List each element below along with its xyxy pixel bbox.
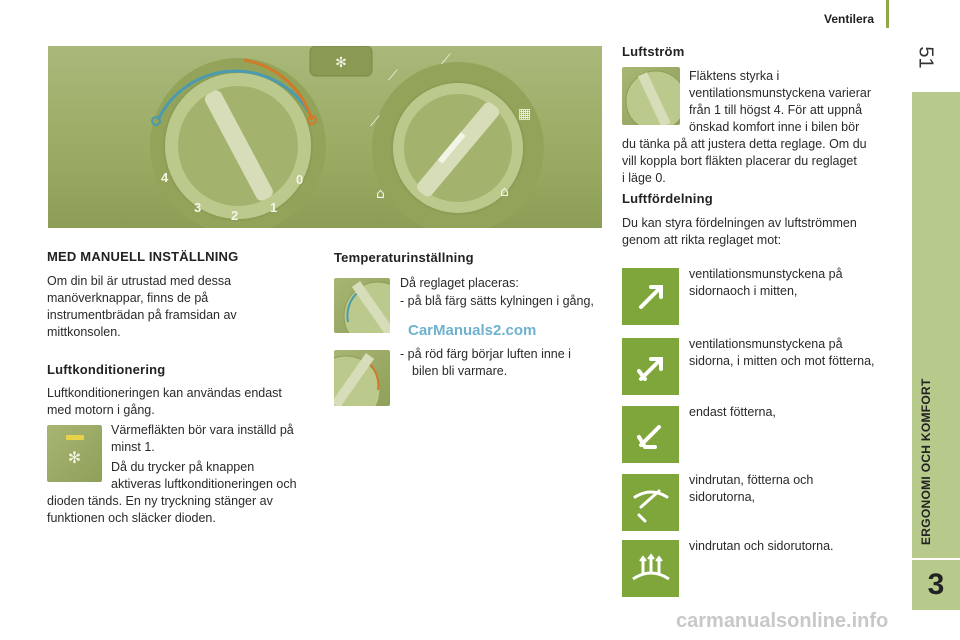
- footer-watermark: carmanualsonline.info: [676, 610, 889, 632]
- option-text-1: [689, 266, 843, 300]
- bullet-dash: -: [400, 347, 405, 361]
- ac-press-text-1: [111, 459, 297, 493]
- watermark-carmanuals: CarManuals2.com: [408, 322, 537, 339]
- option-icon-feet: [622, 406, 679, 463]
- temperature-red-line: [400, 363, 571, 380]
- svg-text:⌂: ⌂: [500, 184, 509, 200]
- header-rule: [886, 0, 889, 28]
- distribution-intro: [622, 215, 857, 249]
- airflow-line: du tänka på att justera detta reglage. Om du: [622, 137, 867, 151]
- temperature-red-text: [400, 346, 571, 380]
- dial-label-3: 3: [194, 200, 202, 215]
- intro-line: manöverknappar, finns de på: [47, 291, 209, 305]
- ac-fan-line: Värmefläkten bör vara inställd på: [111, 423, 294, 437]
- temperature-red-image: [334, 350, 390, 406]
- temperature-when: Då reglaget placeras:: [400, 276, 519, 290]
- temperature-red-line: [400, 346, 571, 363]
- ac-button-image: [47, 425, 102, 482]
- chapter-title: ERGONOMI OCH KOMFORT: [919, 378, 933, 545]
- intro-line: instrumentbrädan på framsidan av: [47, 308, 237, 322]
- intro-line: Om din bil är utrustad med dessa: [47, 274, 232, 288]
- svg-text:⟋: ⟋: [388, 68, 398, 84]
- ac-press-text-2: [47, 493, 273, 527]
- face-vent-icon: [631, 277, 671, 317]
- option-line: endast fötterna,: [689, 405, 776, 419]
- option-icon-windscreen: [622, 540, 679, 597]
- dial-label-4: 4: [161, 170, 169, 185]
- svg-text:⟋: ⟋: [370, 114, 380, 130]
- airflow-line: ventilationsmunstyckena varierar: [689, 86, 872, 100]
- svg-text:⟋: ⟋: [441, 52, 451, 68]
- temperature-red-line-2: bilen bli varmare.: [412, 364, 508, 378]
- airflow-line: från 1 till högst 4. För att uppnå: [689, 103, 863, 117]
- snowflake-icon: ✻: [67, 450, 82, 467]
- control-panel-image: [48, 46, 602, 228]
- distribution-title: Luftfördelning: [622, 191, 713, 206]
- page-number: 51: [914, 46, 937, 69]
- chapter-number: 3: [912, 560, 960, 610]
- airflow-dial-image: [622, 67, 680, 125]
- option-text-4: [689, 472, 813, 506]
- temperature-title: Temperaturinställning: [334, 250, 474, 265]
- ac-text-line: Luftkonditioneringen kan användas endast: [47, 386, 282, 400]
- option-line: vindrutan, fötterna och: [689, 473, 814, 487]
- temperature-red-line-1: på röd färg börjar luften inne i: [407, 347, 571, 361]
- option-line: vindrutan och sidorutorna.: [689, 539, 834, 553]
- ac-press-line: aktiveras luftkonditioneringen och: [111, 477, 297, 491]
- option-line: sidorutorna,: [689, 490, 756, 504]
- manual-settings-title: MED MANUELL INSTÄLLNING: [47, 249, 239, 264]
- dial-label-0: 0: [296, 172, 304, 187]
- bullet-dash: -: [400, 294, 405, 308]
- option-line: sidornaoch i mitten,: [689, 284, 798, 298]
- svg-text:⌂: ⌂: [376, 186, 385, 202]
- ac-title: Luftkonditionering: [47, 362, 166, 377]
- svg-text:✻: ✻: [335, 55, 347, 71]
- airflow-line: vill koppla bort fläkten placerar du reglaget: [622, 154, 857, 168]
- airflow-dial-svg: [622, 67, 680, 125]
- airflow-text-a: [689, 68, 871, 136]
- airflow-text-b: [622, 136, 867, 187]
- face-feet-vent-icon: [631, 347, 671, 387]
- distribution-intro-line: Du kan styra fördelningen av luftströmmen: [622, 216, 857, 230]
- header-section: Ventilera: [824, 12, 875, 26]
- control-panel-svg: [48, 46, 602, 228]
- intro-line: mittkonsolen.: [47, 325, 121, 339]
- ac-text-line: med motorn i gång.: [47, 403, 155, 417]
- ac-text: [47, 385, 282, 419]
- option-line: sidorna, i mitten och mot fötterna,: [689, 354, 875, 368]
- ac-fan-line: minst 1.: [111, 440, 155, 454]
- dial-label-2: 2: [231, 208, 239, 223]
- option-line: ventilationsmunstyckena på: [689, 267, 843, 281]
- distribution-intro-line: genom att rikta reglaget mot:: [622, 233, 782, 247]
- option-text-5: [689, 538, 834, 555]
- option-icon-face-feet: [622, 338, 679, 395]
- option-icon-windscreen-feet: [622, 474, 679, 531]
- option-icon-face-vents: [622, 268, 679, 325]
- ac-press-line: Då du trycker på knappen: [111, 460, 255, 474]
- ac-press-line: dioden tänds. En ny tryckning stänger av: [47, 494, 273, 508]
- temperature-blue-svg: [334, 278, 390, 333]
- option-text-3: [689, 404, 776, 421]
- svg-text:▦: ▦: [518, 106, 532, 122]
- ac-press-line: funktionen och släcker dioden.: [47, 511, 216, 525]
- temperature-blue-image: [334, 278, 390, 333]
- airflow-line: i läge 0.: [622, 171, 666, 185]
- option-line: ventilationsmunstyckena på: [689, 337, 843, 351]
- temperature-red-svg: [334, 350, 390, 406]
- windscreen-defrost-icon: [629, 549, 673, 589]
- airflow-title: Luftström: [622, 44, 685, 59]
- manual-settings-intro: [47, 273, 237, 341]
- temperature-blue-text: [400, 293, 594, 310]
- option-text-2: [689, 336, 875, 370]
- temperature-blue-line: på blå färg sätts kylningen i gång,: [407, 294, 594, 308]
- ac-led: [66, 435, 84, 440]
- dial-label-1: 1: [270, 200, 278, 215]
- airflow-line: Fläktens styrka i: [689, 69, 780, 83]
- airflow-line: önskad komfort inne i bilen bör: [689, 120, 860, 134]
- feet-vent-icon: [631, 415, 671, 455]
- windscreen-feet-icon: [629, 483, 673, 523]
- ac-fan-text: [111, 422, 294, 456]
